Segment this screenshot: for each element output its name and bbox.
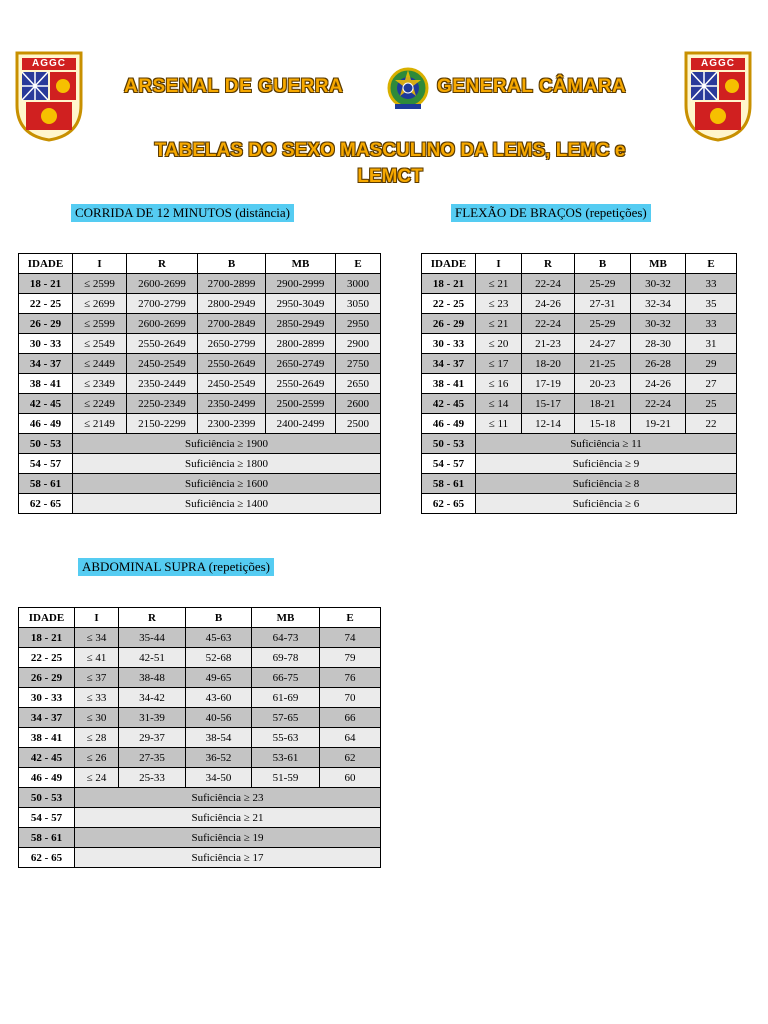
table-row: [422, 374, 737, 394]
score-cell: 2450-2549: [198, 374, 266, 394]
score-cell: ≤ 20: [476, 334, 522, 354]
score-cell: 32-34: [631, 294, 686, 314]
table-row: [422, 314, 737, 334]
column-header: R: [119, 608, 186, 628]
sufficiency-cell: Suficiência ≥ 9: [476, 454, 737, 474]
table-row: [19, 354, 381, 374]
score-cell: 19-21: [631, 414, 686, 434]
score-cell: ≤ 2449: [73, 354, 127, 374]
age-range-cell: 62 - 65: [19, 848, 75, 868]
flexao-table: [421, 253, 737, 514]
score-cell: ≤ 2599: [73, 314, 127, 334]
score-cell: 2600-2699: [127, 314, 198, 334]
score-cell: 22-24: [522, 274, 575, 294]
column-header: E: [320, 608, 381, 628]
score-cell: 2700-2899: [198, 274, 266, 294]
header-row: [422, 254, 737, 274]
age-range-cell: 38 - 41: [19, 728, 75, 748]
age-range-cell: 22 - 25: [422, 294, 476, 314]
table-row: [422, 334, 737, 354]
national-coat-of-arms-emblem: [385, 66, 431, 112]
column-header: E: [686, 254, 737, 274]
score-cell: 2700-2849: [198, 314, 266, 334]
score-cell: 2650-2799: [198, 334, 266, 354]
age-range-cell: 30 - 33: [19, 334, 73, 354]
age-range-cell: 58 - 61: [19, 828, 75, 848]
age-range-cell: 30 - 33: [19, 688, 75, 708]
score-cell: 76: [320, 668, 381, 688]
score-cell: ≤ 2699: [73, 294, 127, 314]
score-cell: 40-56: [186, 708, 252, 728]
score-cell: ≤ 26: [75, 748, 119, 768]
score-cell: 21-25: [575, 354, 631, 374]
table-row: [19, 314, 381, 334]
score-cell: 49-65: [186, 668, 252, 688]
score-cell: 38-54: [186, 728, 252, 748]
age-range-cell: 50 - 53: [422, 434, 476, 454]
column-header: R: [127, 254, 198, 274]
sufficiency-row: [19, 828, 381, 848]
age-range-cell: 18 - 21: [19, 274, 73, 294]
age-range-cell: 34 - 37: [422, 354, 476, 374]
score-cell: 15-17: [522, 394, 575, 414]
age-range-cell: 62 - 65: [422, 494, 476, 514]
age-range-cell: 34 - 37: [19, 354, 73, 374]
table-row: [19, 394, 381, 414]
table-row: [422, 414, 737, 434]
section-label-corrida: CORRIDA DE 12 MINUTOS (distância): [71, 204, 294, 222]
section-label-abdominal: ABDOMINAL SUPRA (repetições): [78, 558, 274, 576]
table-row: [19, 414, 381, 434]
score-cell: 74: [320, 628, 381, 648]
score-cell: 24-26: [631, 374, 686, 394]
sufficiency-cell: Suficiência ≥ 1800: [73, 454, 381, 474]
table-row: [19, 768, 381, 788]
score-cell: 2550-2649: [266, 374, 336, 394]
subtitle-line-1: TABELAS DO SEXO MASCULINO DA LEMS, LEMC e: [154, 140, 626, 161]
score-cell: 25-33: [119, 768, 186, 788]
score-cell: 70: [320, 688, 381, 708]
score-cell: 62: [320, 748, 381, 768]
sufficiency-cell: Suficiência ≥ 8: [476, 474, 737, 494]
score-cell: 3050: [336, 294, 381, 314]
age-range-cell: 22 - 25: [19, 294, 73, 314]
age-range-cell: 26 - 29: [422, 314, 476, 334]
score-cell: 20-23: [575, 374, 631, 394]
age-range-cell: 50 - 53: [19, 434, 73, 454]
score-cell: 2450-2549: [127, 354, 198, 374]
sufficiency-cell: Suficiência ≥ 23: [75, 788, 381, 808]
score-cell: 38-48: [119, 668, 186, 688]
sufficiency-row: [422, 474, 737, 494]
score-cell: 35: [686, 294, 737, 314]
score-cell: ≤ 33: [75, 688, 119, 708]
score-cell: 2950-3049: [266, 294, 336, 314]
score-cell: ≤ 37: [75, 668, 119, 688]
score-cell: 2650: [336, 374, 381, 394]
score-cell: 27-31: [575, 294, 631, 314]
table-row: [19, 648, 381, 668]
score-cell: 64: [320, 728, 381, 748]
score-cell: 34-42: [119, 688, 186, 708]
sufficiency-cell: Suficiência ≥ 17: [75, 848, 381, 868]
score-cell: ≤ 2149: [73, 414, 127, 434]
score-cell: 2800-2899: [266, 334, 336, 354]
score-cell: 27: [686, 374, 737, 394]
column-header: IDADE: [19, 608, 75, 628]
score-cell: 2350-2449: [127, 374, 198, 394]
table-row: [19, 294, 381, 314]
score-cell: 35-44: [119, 628, 186, 648]
score-cell: ≤ 30: [75, 708, 119, 728]
corrida-table: [18, 253, 381, 514]
age-range-cell: 46 - 49: [19, 768, 75, 788]
logo-text-right: AGGC: [701, 58, 735, 69]
score-cell: ≤ 16: [476, 374, 522, 394]
sufficiency-row: [19, 474, 381, 494]
score-cell: 2700-2799: [127, 294, 198, 314]
score-cell: 36-52: [186, 748, 252, 768]
column-header: I: [75, 608, 119, 628]
section-label-flexao: FLEXÃO DE BRAÇOS (repetições): [451, 204, 651, 222]
score-cell: 24-27: [575, 334, 631, 354]
score-cell: 66-75: [252, 668, 320, 688]
score-cell: 31-39: [119, 708, 186, 728]
score-cell: 12-14: [522, 414, 575, 434]
score-cell: 2400-2499: [266, 414, 336, 434]
sufficiency-row: [19, 808, 381, 828]
score-cell: 18-21: [575, 394, 631, 414]
score-cell: 45-63: [186, 628, 252, 648]
sufficiency-row: [19, 848, 381, 868]
score-cell: 33: [686, 314, 737, 334]
score-cell: 25-29: [575, 314, 631, 334]
score-cell: 2300-2399: [198, 414, 266, 434]
age-range-cell: 18 - 21: [19, 628, 75, 648]
sufficiency-cell: Suficiência ≥ 19: [75, 828, 381, 848]
column-header: MB: [266, 254, 336, 274]
table-row: [19, 274, 381, 294]
column-header: I: [73, 254, 127, 274]
sufficiency-cell: Suficiência ≥ 1400: [73, 494, 381, 514]
score-cell: ≤ 21: [476, 274, 522, 294]
score-cell: 2500-2599: [266, 394, 336, 414]
score-cell: 55-63: [252, 728, 320, 748]
score-cell: 2350-2499: [198, 394, 266, 414]
table-row: [19, 334, 381, 354]
score-cell: 30-32: [631, 274, 686, 294]
score-cell: 2550-2649: [127, 334, 198, 354]
score-cell: 24-26: [522, 294, 575, 314]
column-header: B: [198, 254, 266, 274]
sufficiency-row: [19, 454, 381, 474]
column-header: B: [186, 608, 252, 628]
score-cell: 26-28: [631, 354, 686, 374]
table-row: [19, 668, 381, 688]
table-row: [19, 728, 381, 748]
score-cell: 34-50: [186, 768, 252, 788]
table-row: [19, 688, 381, 708]
score-cell: ≤ 28: [75, 728, 119, 748]
age-range-cell: 26 - 29: [19, 314, 73, 334]
age-range-cell: 30 - 33: [422, 334, 476, 354]
score-cell: 60: [320, 768, 381, 788]
header-title-right: GENERAL CÂMARA: [437, 76, 627, 97]
sufficiency-cell: Suficiência ≥ 1600: [73, 474, 381, 494]
table-row: [19, 374, 381, 394]
sufficiency-row: [19, 434, 381, 454]
score-cell: 28-30: [631, 334, 686, 354]
age-range-cell: 62 - 65: [19, 494, 73, 514]
sufficiency-row: [19, 494, 381, 514]
score-cell: ≤ 2549: [73, 334, 127, 354]
score-cell: 22-24: [522, 314, 575, 334]
score-cell: 69-78: [252, 648, 320, 668]
age-range-cell: 34 - 37: [19, 708, 75, 728]
age-range-cell: 46 - 49: [19, 414, 73, 434]
table-row: [422, 354, 737, 374]
column-header: MB: [252, 608, 320, 628]
score-cell: 42-51: [119, 648, 186, 668]
table-row: [19, 628, 381, 648]
score-cell: 64-73: [252, 628, 320, 648]
column-header: I: [476, 254, 522, 274]
score-cell: ≤ 14: [476, 394, 522, 414]
score-cell: ≤ 17: [476, 354, 522, 374]
score-cell: 15-18: [575, 414, 631, 434]
table-row: [422, 274, 737, 294]
subtitle-line-2: LEMCT: [357, 166, 423, 187]
score-cell: 2150-2299: [127, 414, 198, 434]
score-cell: 29-37: [119, 728, 186, 748]
score-cell: 79: [320, 648, 381, 668]
score-cell: 30-32: [631, 314, 686, 334]
score-cell: 2950: [336, 314, 381, 334]
sufficiency-row: [422, 454, 737, 474]
score-cell: 31: [686, 334, 737, 354]
score-cell: 25-29: [575, 274, 631, 294]
sufficiency-row: [422, 434, 737, 454]
score-cell: 57-65: [252, 708, 320, 728]
table-row: [422, 394, 737, 414]
age-range-cell: 42 - 45: [19, 394, 73, 414]
sufficiency-cell: Suficiência ≥ 11: [476, 434, 737, 454]
score-cell: 2900: [336, 334, 381, 354]
score-cell: 2500: [336, 414, 381, 434]
column-header: MB: [631, 254, 686, 274]
score-cell: 53-61: [252, 748, 320, 768]
header-row: [19, 608, 381, 628]
logo-text-left: AGGC: [32, 58, 66, 69]
score-cell: 2900-2999: [266, 274, 336, 294]
age-range-cell: 54 - 57: [19, 808, 75, 828]
score-cell: 51-59: [252, 768, 320, 788]
score-cell: 2650-2749: [266, 354, 336, 374]
score-cell: 33: [686, 274, 737, 294]
score-cell: ≤ 2249: [73, 394, 127, 414]
age-range-cell: 42 - 45: [19, 748, 75, 768]
age-range-cell: 54 - 57: [422, 454, 476, 474]
age-range-cell: 46 - 49: [422, 414, 476, 434]
score-cell: 61-69: [252, 688, 320, 708]
age-range-cell: 50 - 53: [19, 788, 75, 808]
score-cell: 2600: [336, 394, 381, 414]
age-range-cell: 58 - 61: [19, 474, 73, 494]
age-range-cell: 58 - 61: [422, 474, 476, 494]
score-cell: 22-24: [631, 394, 686, 414]
score-cell: ≤ 41: [75, 648, 119, 668]
score-cell: 52-68: [186, 648, 252, 668]
score-cell: 2800-2949: [198, 294, 266, 314]
score-cell: 43-60: [186, 688, 252, 708]
score-cell: 2850-2949: [266, 314, 336, 334]
column-header: IDADE: [19, 254, 73, 274]
column-header: IDADE: [422, 254, 476, 274]
score-cell: 17-19: [522, 374, 575, 394]
score-cell: 29: [686, 354, 737, 374]
score-cell: ≤ 11: [476, 414, 522, 434]
score-cell: 2600-2699: [127, 274, 198, 294]
score-cell: 2750: [336, 354, 381, 374]
abdominal-table: [18, 607, 381, 868]
sufficiency-row: [19, 788, 381, 808]
age-range-cell: 54 - 57: [19, 454, 73, 474]
score-cell: 22: [686, 414, 737, 434]
score-cell: 18-20: [522, 354, 575, 374]
score-cell: ≤ 2349: [73, 374, 127, 394]
age-range-cell: 26 - 29: [19, 668, 75, 688]
table-row: [19, 748, 381, 768]
score-cell: 25: [686, 394, 737, 414]
age-range-cell: 38 - 41: [19, 374, 73, 394]
score-cell: 21-23: [522, 334, 575, 354]
sufficiency-cell: Suficiência ≥ 1900: [73, 434, 381, 454]
header-row: [19, 254, 381, 274]
score-cell: 66: [320, 708, 381, 728]
header-title-left: ARSENAL DE GUERRA: [124, 76, 344, 97]
age-range-cell: 42 - 45: [422, 394, 476, 414]
age-range-cell: 38 - 41: [422, 374, 476, 394]
table-row: [422, 294, 737, 314]
sufficiency-cell: Suficiência ≥ 6: [476, 494, 737, 514]
score-cell: ≤ 21: [476, 314, 522, 334]
score-cell: ≤ 23: [476, 294, 522, 314]
sufficiency-cell: Suficiência ≥ 21: [75, 808, 381, 828]
score-cell: ≤ 2599: [73, 274, 127, 294]
score-cell: 3000: [336, 274, 381, 294]
table-row: [19, 708, 381, 728]
score-cell: 27-35: [119, 748, 186, 768]
score-cell: ≤ 34: [75, 628, 119, 648]
sufficiency-row: [422, 494, 737, 514]
score-cell: 2250-2349: [127, 394, 198, 414]
column-header: B: [575, 254, 631, 274]
score-cell: 2550-2649: [198, 354, 266, 374]
column-header: E: [336, 254, 381, 274]
page-subtitle: [60, 138, 720, 190]
age-range-cell: 18 - 21: [422, 274, 476, 294]
score-cell: ≤ 24: [75, 768, 119, 788]
column-header: R: [522, 254, 575, 274]
age-range-cell: 22 - 25: [19, 648, 75, 668]
